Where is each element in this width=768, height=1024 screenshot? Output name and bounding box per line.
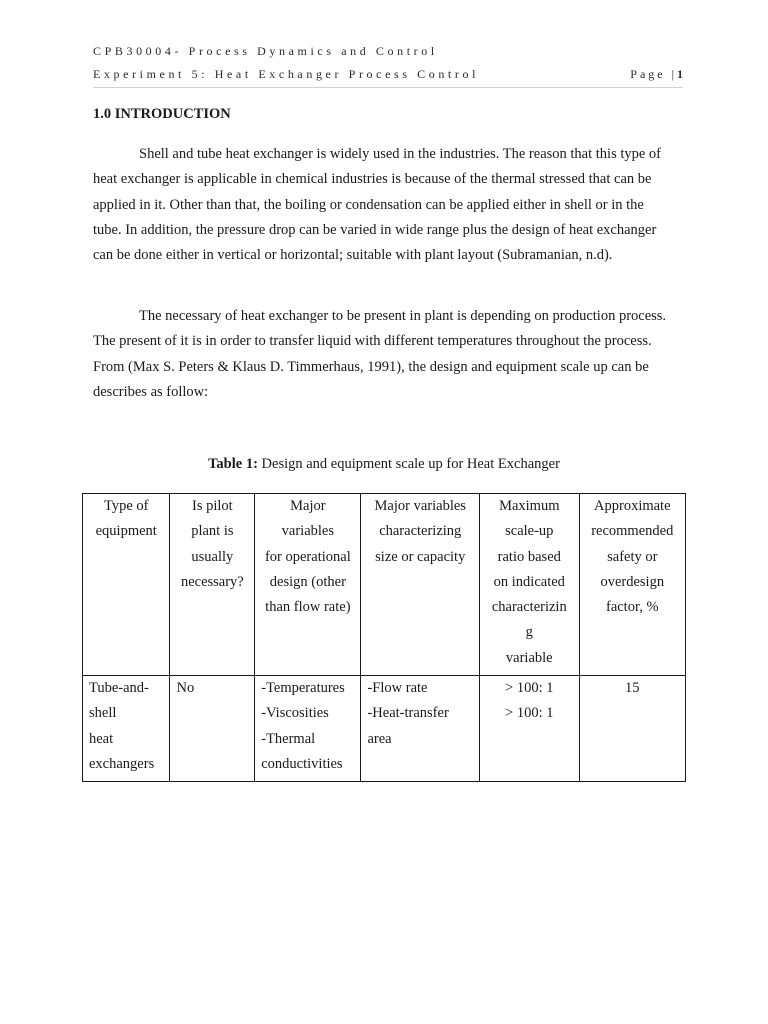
experiment-title: Experiment 5: Heat Exchanger Process Control	[93, 67, 480, 81]
header-cell-line: characterizing	[379, 523, 462, 540]
cell-line: -Heat-transfer	[367, 705, 449, 722]
header-cell-line: recommended	[591, 523, 674, 540]
page-indicator	[630, 63, 683, 86]
header-cell-line: Maximum	[499, 498, 560, 514]
header-cell-line: equipment	[95, 523, 157, 540]
table-cell	[361, 676, 480, 782]
cell-line: conductivities	[261, 755, 343, 772]
page-label: Page |	[630, 67, 677, 81]
header-cell-line: than flow rate)	[265, 599, 351, 616]
header-cell-line: safety or	[607, 548, 658, 565]
course-title: CPB30004- Process Dynamics and Control	[93, 44, 438, 58]
header-cell-line: characterizin	[491, 599, 567, 616]
intro-paragraph-2: The necessary of heat exchanger to be present in plant is depending on production process. The present of it is in order to transfer liquid with different temperatures throughout the process. From (Max S. Peters & Klaus D. Timmerhaus, 1991), the design and equipment scale up can be describes as follow:	[93, 308, 667, 400]
table-cell	[480, 676, 580, 782]
header-cell-line: Major variables	[374, 498, 466, 514]
header-pilot-plant-necessary	[170, 494, 255, 676]
header-row-experiment	[93, 63, 683, 86]
header-row-course	[93, 40, 683, 63]
cell-line: -Temperatures	[261, 680, 345, 697]
table-header-row	[83, 494, 686, 676]
cell-line: No	[176, 680, 195, 697]
header-cell-line: variables	[281, 523, 335, 540]
header-divider	[93, 87, 683, 88]
cell-line: > 100: 1	[505, 705, 554, 722]
header-cell-line: overdesign	[600, 573, 665, 590]
cell-line: -Viscosities	[261, 705, 329, 722]
section-title: 1.0 INTRODUCTION	[93, 106, 231, 122]
cell-line: 15	[625, 680, 640, 697]
table-cell	[255, 676, 361, 782]
table-row	[83, 676, 686, 782]
header-cell-line: g	[525, 624, 533, 641]
header-cell-line: variable	[505, 649, 553, 666]
header-cell-line: Approximate	[594, 498, 671, 514]
cell-line: area	[367, 730, 392, 747]
header-type-of-equipment	[83, 494, 170, 676]
table-caption-label: Table 1:	[208, 456, 258, 472]
header-cell-line: on indicated	[493, 573, 565, 590]
header-cell-line: Type of	[103, 498, 149, 514]
page-number: 1	[677, 67, 683, 81]
header-cell-line: usually	[191, 548, 234, 565]
cell-line: exchangers	[89, 755, 155, 772]
header-cell-line: scale-up	[505, 523, 554, 540]
table-caption	[0, 456, 768, 473]
header-cell-line: size or capacity	[375, 548, 466, 565]
header-cell-line: design (other	[269, 573, 346, 590]
header-major-variables-operational	[255, 494, 361, 676]
cell-line: -Thermal	[261, 730, 316, 747]
cell-line: > 100: 1	[505, 680, 554, 697]
intro-paragraph-1: Shell and tube heat exchanger is widely used in the industries. The reason that this type of heat exchanger is applicable in chemical industries is because of the thermal stressed that can be applied in it. Other than that, the boiling or condensation can be applied either in shell or in the tube. In addition, the pressure drop can be varied in wide range plus the design of heat exchanger can be done either in vertical or horizontal; suitable with plant layout (Subramanian, n.d).	[93, 146, 662, 264]
page-header	[93, 40, 683, 86]
table-cell	[83, 676, 170, 782]
cell-line: -Flow rate	[367, 680, 428, 697]
table-body	[83, 676, 686, 782]
header-safety-factor	[579, 494, 685, 676]
design-scale-up-table	[82, 493, 686, 782]
header-cell-line: factor, %	[605, 599, 659, 616]
cell-line: shell	[89, 705, 117, 722]
header-max-scale-up-ratio	[480, 494, 580, 676]
header-cell-line: necessary?	[180, 573, 244, 590]
header-cell-line: Is pilot	[192, 498, 233, 514]
header-cell-line: ratio based	[497, 548, 561, 565]
header-cell-line: plant is	[191, 523, 234, 540]
table-caption-text: Design and equipment scale up for Heat Exchanger	[257, 456, 560, 472]
table-cell	[579, 676, 685, 782]
table-cell	[170, 676, 255, 782]
header-cell-line: Major	[290, 498, 326, 514]
header-cell-line: for operational	[264, 548, 351, 565]
header-variables-size-capacity	[361, 494, 480, 676]
cell-line: heat	[89, 730, 114, 747]
cell-line: Tube-and-	[89, 680, 149, 697]
